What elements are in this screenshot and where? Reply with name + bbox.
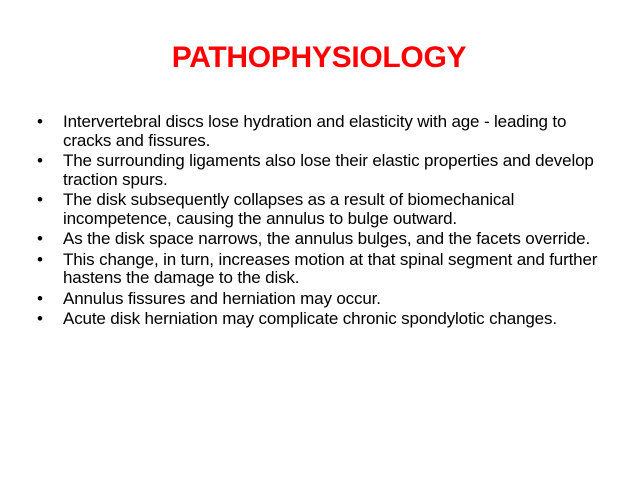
bullet-item bbox=[37, 310, 612, 329]
bullet-item bbox=[37, 290, 612, 309]
bullet-list bbox=[37, 113, 612, 331]
bullet-item bbox=[37, 230, 612, 249]
bullet-marker: • bbox=[37, 190, 43, 209]
bullet-marker: • bbox=[37, 229, 43, 248]
bullet-marker: • bbox=[37, 151, 43, 170]
bullet-text: The surrounding ligaments also lose their elastic properties and develop traction spurs. bbox=[63, 151, 594, 189]
slide-title: PATHOPHYSIOLOGY bbox=[171, 41, 467, 74]
bullet-text: This change, in turn, increases motion at that spinal segment and further hastens the damage to the disk. bbox=[63, 249, 598, 287]
bullet-marker: • bbox=[37, 309, 43, 328]
bullet-text: Intervertebral discs lose hydration and elasticity with age - leading to cracks and fissures. bbox=[63, 112, 567, 150]
bullet-marker: • bbox=[37, 288, 43, 308]
bullet-item bbox=[37, 191, 612, 228]
bullet-text: As the disk space narrows, the annulus bulges, and the facets override. bbox=[63, 229, 591, 248]
bullet-item bbox=[37, 251, 612, 288]
bullet-text: The disk subsequently collapses as a result of biomechanical incompetence, causing the annulus to bulge outward. bbox=[63, 190, 515, 228]
bullet-marker: • bbox=[37, 249, 43, 269]
bullet-text: Acute disk herniation may complicate chronic spondylotic changes. bbox=[63, 309, 557, 328]
bullet-item bbox=[37, 152, 612, 189]
bullet-item bbox=[37, 113, 612, 150]
bullet-marker: • bbox=[37, 112, 43, 131]
bullet-text: Annulus fissures and herniation may occur. bbox=[63, 288, 381, 308]
